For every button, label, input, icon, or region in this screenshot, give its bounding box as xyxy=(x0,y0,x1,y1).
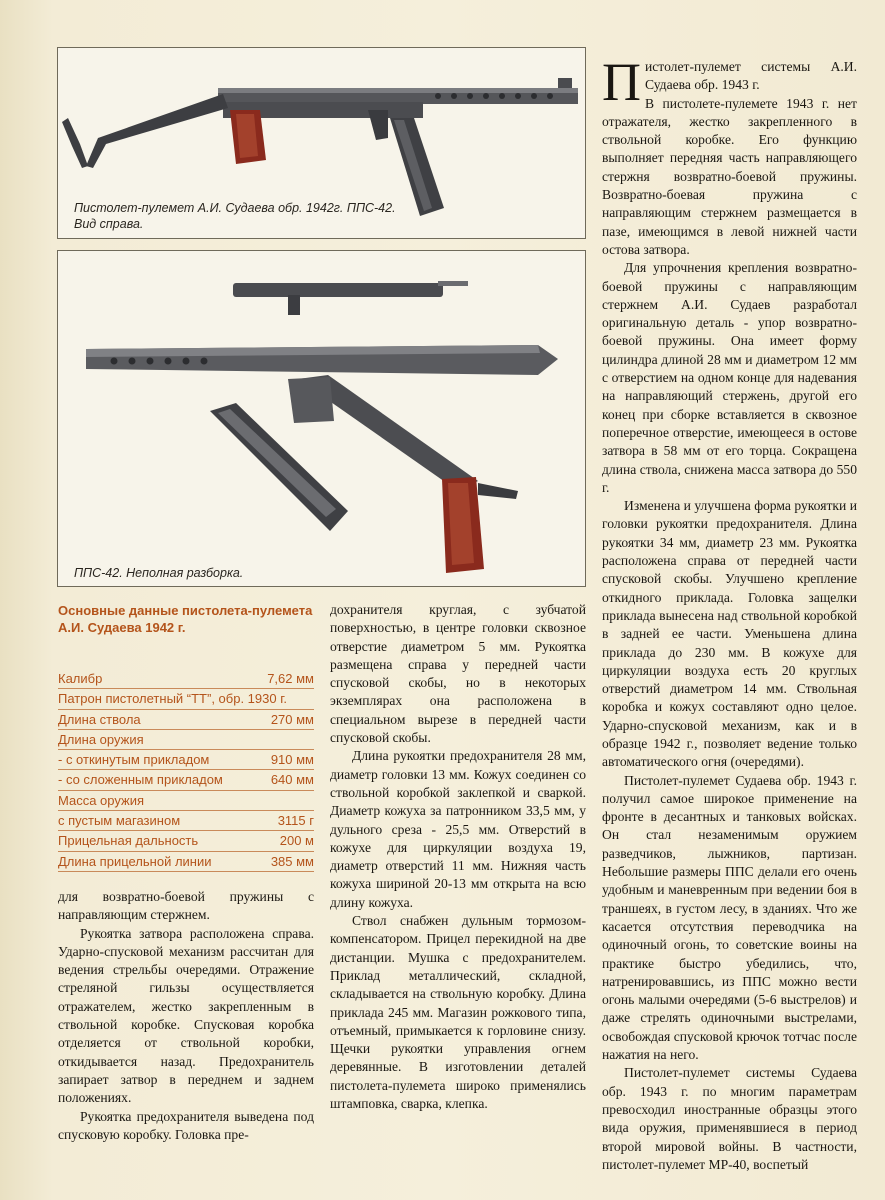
paragraph: Рукоятка предохранителя выведена под спусковую коробку. Головка пре- xyxy=(58,1108,314,1142)
spec-label: Длина ствола xyxy=(58,711,141,727)
text-column-middle xyxy=(330,601,586,1113)
text-column-right xyxy=(602,52,857,1174)
figure-pps42-right-view xyxy=(57,47,586,239)
spec-value: 910 мм xyxy=(270,752,314,768)
spec-label: Патрон пистолетный “ТТ”, обр. 1930 г. xyxy=(58,691,287,707)
spec-row xyxy=(58,669,314,689)
spec-row xyxy=(58,750,314,770)
spec-value: 270 мм xyxy=(270,711,314,727)
paragraph: Ствол снабжен дульным тормозом-компенсатором. Прицел перекидной на две дистанции. Мушка с предохранителем. Приклад металлический, складной, складывается на ствольную коробку. Длина приклада 245 мм. Магазин рожкового типа, отъемный, примыкается к горловине снизу. Щечки рукоятки управления огнем деревянные. В изготовлении деталей пистолета-пулемета широко применялись штамповка, сварка, клепка. xyxy=(330,913,586,1112)
caption-line-2: Вид справа. xyxy=(74,217,144,231)
figure-caption: ППС-42. Неполная разборка. xyxy=(74,566,244,580)
spec-label: Прицельная дальность xyxy=(58,833,199,849)
spec-value: 7,62 мм xyxy=(267,671,314,686)
spec-label: Длина прицельной линии xyxy=(58,853,212,869)
spec-title-line-2: А.И. Судаева 1942 г. xyxy=(58,620,186,635)
heading-text: истолет-пулемет системы А.И. Судаева обр. 1943 г. xyxy=(645,59,857,93)
spec-label: с пустым магазином xyxy=(58,813,181,829)
paragraph: для возвратно-боевой пружины с направляющим стержнем. xyxy=(58,889,314,923)
drop-cap: П xyxy=(602,52,641,112)
caption-line-1: Пистолет-пулемет А.И. Судаева обр. 1942г. ППС-42. xyxy=(74,201,396,215)
spec-title-line-1: Основные данные пистолета-пулемета xyxy=(58,603,313,618)
spec-value: 385 мм xyxy=(270,853,314,869)
spec-table xyxy=(58,669,314,872)
paragraph: Пистолет-пулемет Судаева обр. 1943 г. получил самое широкое применение на фронте в десантных и танковых войсках. Он стал незаменимым оружием разведчиков, лыжников, партизан. Небольшие размеры ППС делали его очень удобным и маневренным при ведении боя в траншеях, в густом лесу, в зданиях. Что же касается отсутствия переводчика на одиночный огонь, то советские воины на практике быстро убедились, что, натренировавшись, из ППС можно вести огонь малыми очередями (5-6 выстрелов) и даже стрелять одиночными выстрелами, освобождая спусковой крючок тотчас после нажатия на него. xyxy=(602,772,857,1063)
spec-value: 640 мм xyxy=(270,772,314,788)
paragraph: Пистолет-пулемет системы Судаева обр. 1943 г. по многим параметрам превосходил иностранные образцы этого вида оружия, применявшиеся в период второй мировой войны. В частности, пистолет-пулемет МР-40, воспетый xyxy=(602,1065,857,1172)
spec-value: 200 м xyxy=(279,833,314,849)
spec-label: Длина оружия xyxy=(58,731,144,747)
spec-row xyxy=(58,770,314,790)
paragraph: Для упрочнения крепления возвратно-боевой пружины с направляющим стержнем А.И. Судаев разработал оригинальную деталь - упор возвратно-боевой пружины. Она имеет форму цилиндра длиной 28 мм и диаметром 12 мм с отверстием на одном конце для надевания на направляющий стержень, другой его конец при сборке вставляется в сквозное поперечное отверстие, имеющееся в остове затвора в 58 мм от его торца. Сокращена длина ствола, снижена масса затвора до 550 г. xyxy=(602,260,857,495)
spec-row xyxy=(58,791,314,811)
paragraph: Изменена и улучшена форма рукоятки и головки рукоятки предохранителя. Длина рукоятки 34 мм, диаметр 23 мм. Рукоятка расположена справа от передней части спусковой скобы. Улучшено крепление откидного приклада. Головка защелки приклада вынесена над ствольной коробкой в задней ее части. Уменьшена длина приклада до 230 мм. В кожухе для циркуляции воздуха есть 20 круглых отверстий диаметром 14 мм. Ствольная коробка и кожух составляют одно целое. Ударно-спусковой механизм, как и в образце 1942 г., позволяет ведение только автоматического огня (очередями). xyxy=(602,498,857,770)
spec-label: Калибр xyxy=(58,671,103,686)
spec-row xyxy=(58,710,314,730)
spec-row xyxy=(58,831,314,851)
figure-caption xyxy=(74,200,396,232)
pps42-disassembly-illustration xyxy=(58,251,585,586)
spec-label: - с откинутым прикладом xyxy=(58,752,210,768)
spec-row xyxy=(58,811,314,831)
paragraph: дохранителя круглая, с зубчатой поверхностью, в центре головки сквозное отверстие диаметром 5 мм. Рукоятка размещена справа у передней части спусковой скобы, но в некоторых экземплярах она расположена в специальном вырезе в передней части спусковой скобы. xyxy=(330,602,586,746)
figure-pps42-field-strip xyxy=(57,250,586,587)
paragraph: Длина рукоятки предохранителя 28 мм, диаметр головки 13 мм. Кожух соединен со ствольной коробкой заклепкой и сваркой. Диаметр кожуха за патронником 33,5 мм, у дульного среза - 25,5 мм. Отверстий в кожухе для циркуляции воздуха 19, диаметр отверстий 11 мм. Нижняя часть кожуха шириной 20-13 мм открыта на всю длину кожуха. xyxy=(330,748,586,910)
text-column-left xyxy=(58,888,314,1144)
spec-row xyxy=(58,689,314,709)
spec-row xyxy=(58,852,314,872)
paragraph: В пистолете-пулемете 1943 г. нет отражателя, жестко закрепленного в ствольной коробке. Его функцию выполняет передняя часть направляющего стержня возвратно-боевой пружины. Возвратно-боевая пружина с направляющим стержнем размещается в пазе, имеющимся в левой нижней части остова затвора. xyxy=(602,95,857,257)
spec-value: 3115 г xyxy=(277,813,314,829)
spec-label: - со сложенным прикладом xyxy=(58,772,223,788)
paragraph: Рукоятка затвора расположена справа. Ударно-спусковой механизм рассчитан для ведения стрельбы очередями. Отражение стреляной гильзы осуществляется отражателем, жестко закрепленным в ствольной коробке. Спусковая коробка отделяется от ствольной коробки, откидывается назад. Предохранитель запирает затвор в переднем и заднем положениях. xyxy=(58,925,314,1106)
spec-label: Масса оружия xyxy=(58,792,145,808)
spec-row xyxy=(58,730,314,750)
spec-table-title xyxy=(58,602,316,636)
section-heading xyxy=(602,52,857,112)
